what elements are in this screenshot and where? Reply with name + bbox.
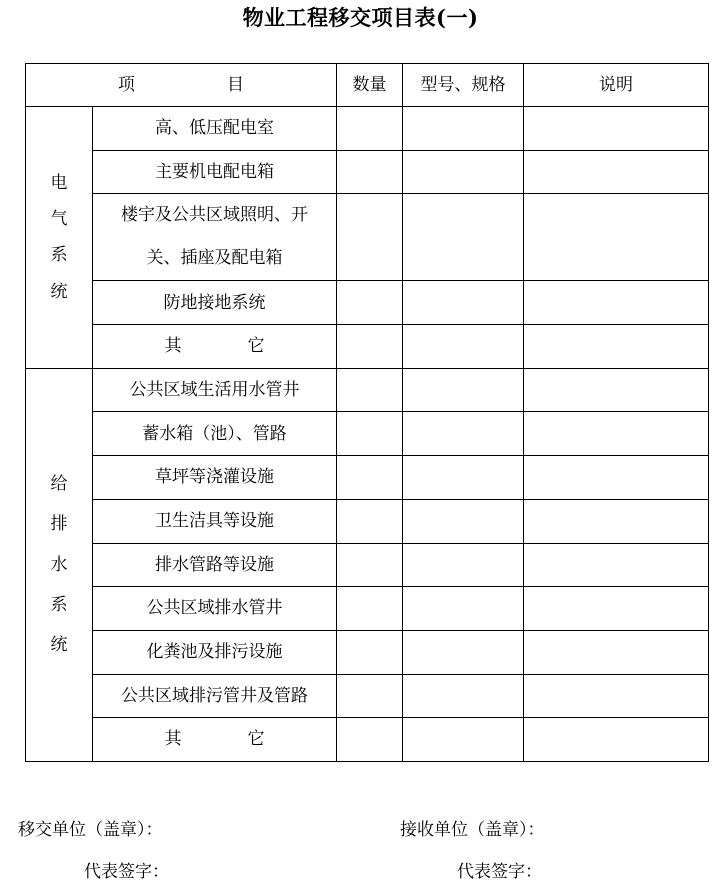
category-char: 统 <box>50 281 68 302</box>
category-char: 统 <box>50 635 68 656</box>
category-char: 水 <box>50 554 68 575</box>
model-cell[interactable] <box>403 499 524 543</box>
note-cell[interactable] <box>524 587 709 631</box>
note-cell[interactable] <box>524 499 709 543</box>
table-row <box>26 543 709 587</box>
model-cell[interactable] <box>403 107 524 151</box>
category-char: 排 <box>50 514 68 535</box>
item-cell: 蓄水箱（池）、管路 <box>93 412 337 456</box>
model-cell[interactable] <box>403 325 524 369</box>
note-cell[interactable] <box>524 718 709 762</box>
header-model: 型号、规格 <box>403 64 524 107</box>
item-cell: 公共区域排污管井及管路 <box>93 674 337 718</box>
note-cell[interactable] <box>524 107 709 151</box>
item-cell: 化粪池及排污设施 <box>93 630 337 674</box>
table-row <box>26 412 709 456</box>
table-row <box>26 368 709 412</box>
table-row <box>26 718 709 762</box>
model-cell[interactable] <box>403 281 524 325</box>
note-cell[interactable] <box>524 543 709 587</box>
table-row <box>26 456 709 500</box>
item-cell: 公共区域生活用水管井 <box>93 368 337 412</box>
quantity-cell[interactable] <box>337 194 403 281</box>
document-title: 物业工程移交项目表(一) <box>242 5 479 30</box>
quantity-cell[interactable] <box>337 718 403 762</box>
note-cell[interactable] <box>524 412 709 456</box>
model-cell[interactable] <box>403 630 524 674</box>
note-cell[interactable] <box>524 368 709 412</box>
quantity-cell[interactable] <box>337 368 403 412</box>
quantity-cell[interactable] <box>337 543 403 587</box>
other-char-1: 其 <box>164 729 182 750</box>
category-char: 系 <box>50 245 68 266</box>
item-line-1: 楼宇及公共区域照明、开 <box>121 205 308 226</box>
note-cell[interactable] <box>524 456 709 500</box>
other-char-1: 其 <box>164 336 182 357</box>
header-item-char-2: 目 <box>227 74 244 95</box>
model-cell[interactable] <box>403 456 524 500</box>
table-row <box>26 107 709 151</box>
table-row <box>26 499 709 543</box>
quantity-cell[interactable] <box>337 325 403 369</box>
note-cell[interactable] <box>524 325 709 369</box>
other-char-2: 它 <box>247 729 265 750</box>
handover-table <box>25 63 709 762</box>
model-cell[interactable] <box>403 543 524 587</box>
quantity-cell[interactable] <box>337 499 403 543</box>
note-cell[interactable] <box>524 194 709 281</box>
header-quantity: 数量 <box>337 64 403 107</box>
table-row <box>26 325 709 369</box>
item-cell: 防地接地系统 <box>93 281 337 325</box>
note-cell[interactable] <box>524 674 709 718</box>
header-note: 说明 <box>524 64 709 107</box>
category-char: 给 <box>50 473 68 494</box>
item-cell: 高、低压配电室 <box>93 107 337 151</box>
item-cell: 卫生洁具等设施 <box>93 499 337 543</box>
item-cell-other <box>93 325 337 369</box>
quantity-cell[interactable] <box>337 674 403 718</box>
other-char-2: 它 <box>247 336 265 357</box>
handover-unit-label: 移交单位（盖章）： <box>18 820 163 840</box>
note-cell[interactable] <box>524 150 709 194</box>
model-cell[interactable] <box>403 674 524 718</box>
item-cell: 公共区域排水管井 <box>93 587 337 631</box>
receiver-unit-label: 接收单位（盖章）： <box>400 820 545 840</box>
rep-sign-left-label: 代表签字： <box>84 862 169 882</box>
item-cell-multiline <box>93 194 337 281</box>
item-cell: 主要机电配电箱 <box>93 150 337 194</box>
quantity-cell[interactable] <box>337 412 403 456</box>
item-line-2: 关、插座及配电箱 <box>146 248 283 269</box>
table-row <box>26 281 709 325</box>
model-cell[interactable] <box>403 718 524 762</box>
quantity-cell[interactable] <box>337 587 403 631</box>
category-electrical <box>26 107 93 369</box>
item-cell-other <box>93 718 337 762</box>
model-cell[interactable] <box>403 368 524 412</box>
header-item-cell <box>26 64 337 107</box>
table-row <box>26 674 709 718</box>
table-row <box>26 150 709 194</box>
category-char: 气 <box>50 208 68 229</box>
table-row <box>26 587 709 631</box>
model-cell[interactable] <box>403 150 524 194</box>
item-cell: 排水管路等设施 <box>93 543 337 587</box>
quantity-cell[interactable] <box>337 150 403 194</box>
model-cell[interactable] <box>403 412 524 456</box>
table-row <box>26 630 709 674</box>
table-header-row <box>26 64 709 107</box>
quantity-cell[interactable] <box>337 630 403 674</box>
quantity-cell[interactable] <box>337 456 403 500</box>
note-cell[interactable] <box>524 281 709 325</box>
category-char: 电 <box>50 172 68 193</box>
model-cell[interactable] <box>403 194 524 281</box>
note-cell[interactable] <box>524 630 709 674</box>
rep-sign-right-label: 代表签字： <box>457 862 542 882</box>
model-cell[interactable] <box>403 587 524 631</box>
category-water <box>26 368 93 761</box>
quantity-cell[interactable] <box>337 281 403 325</box>
header-item-char-1: 项 <box>118 74 135 95</box>
category-char: 系 <box>50 595 68 616</box>
quantity-cell[interactable] <box>337 107 403 151</box>
item-cell: 草坪等浇灌设施 <box>93 456 337 500</box>
